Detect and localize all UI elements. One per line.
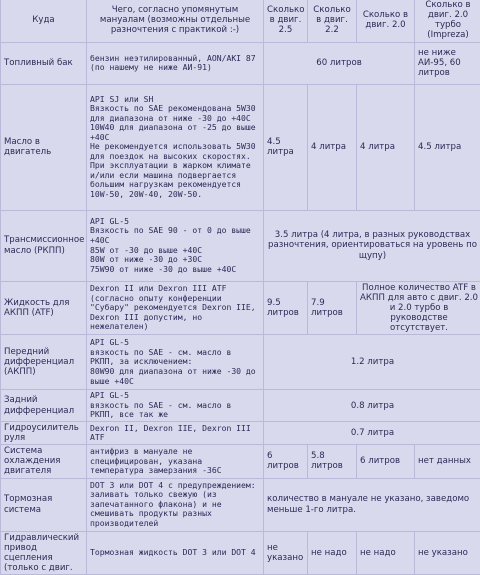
volume-20-turbo: 4.5 литра	[415, 85, 480, 210]
row-label: Гидравлический привод сцепления (только с двиг.	[1, 532, 86, 575]
row-notes: Тормозная жидкость DOT 3 или DOT 4	[87, 532, 263, 575]
row-notes: API GL-5 вязкость по SAE - см. масло в РКПП, за исключением: 80W90 для диапазона от ниже -30 до выше +40C	[87, 335, 263, 389]
header-notes: Чего, согласно упомянутым мануалам (возможны отдельные разночтения с практикой :-)	[87, 0, 263, 42]
volume-22: не надо	[308, 532, 356, 575]
row-label: Масло в двигатель	[1, 85, 86, 210]
volume-20: не надо	[357, 532, 414, 575]
row-label: Задний дифференциал	[1, 390, 86, 421]
table-row	[1, 85, 480, 210]
row-notes: антифриз в мануале не специфицирован, указана температура замерзания -36C	[87, 445, 263, 477]
shared-volume: 60 литров	[264, 43, 414, 84]
shared-volume: Полное количество ATF в АКПП для авто с двиг. 2.0 и 2.0 турбо в руководстве отсутствует.	[357, 282, 480, 335]
row-label: Жидкость для АКПП (ATF)	[1, 282, 86, 335]
table-row	[1, 282, 480, 335]
row-notes: API SJ или SH Вязкость по SAE рекомендована 5W30 для диапазона от ниже -30 до +40C 10W40 для диапазона от -25 до выше +40C Не рекомендуется использовать 5W30 для поездок на высоких скоростях. При эксплуатации в жарком климате и/или если машина подвергается большим нагрузкам рекомендуется 10W-50, 20W-40, 20W-50.	[87, 85, 263, 210]
volume-25: 9.5 литров	[264, 282, 307, 335]
header-engine-22: Сколько в двиг. 2.2	[308, 0, 356, 42]
volume-25: 6 литров	[264, 445, 307, 477]
volume-22: 7.9 литров	[308, 282, 356, 335]
shared-volume: 3.5 литра (4 литра, в разных руководствах разночтения, ориентироваться на уровень по щупу)	[264, 211, 480, 281]
header-engine-20-turbo: Сколько в двиг. 2.0 турбо (Impreza)	[415, 0, 480, 42]
volume-22: 5.8 литров	[308, 445, 356, 477]
shared-volume: 0.8 литра	[264, 390, 480, 421]
table-row	[1, 532, 480, 575]
volume-20-turbo: не ниже АИ-95, 60 литров	[415, 43, 480, 84]
volume-20-turbo: нет данных	[415, 445, 480, 477]
table-row	[1, 390, 480, 421]
shared-volume: количество в мануале не указано, заведомо меньше 1-го литра.	[264, 479, 480, 531]
table-row	[1, 445, 480, 477]
row-label: Трансмиссионное масло (РКПП)	[1, 211, 86, 281]
row-label: Гидроусилитель руля	[1, 422, 86, 444]
row-notes: Dexron II, Dexron IIE, Dexron III ATF	[87, 422, 263, 444]
volume-25: 4.5 литра	[264, 85, 307, 210]
row-label: Передний дифференциал (АКПП)	[1, 335, 86, 389]
volume-25: не указано	[264, 532, 307, 575]
row-notes: API GL-5 Вязкость по SAE 90 - от 0 до выше +40C 85W от -30 до выше +40C 80W от ниже -30 до +30C 75W90 от ниже -30 до выше +40C	[87, 211, 263, 281]
volume-22: 4 литра	[308, 85, 356, 210]
shared-volume: 1.2 литра	[264, 335, 480, 389]
volume-20: 6 литров	[357, 445, 414, 477]
table-row	[1, 335, 480, 389]
row-label: Тормозная система	[1, 479, 86, 531]
row-notes: Dexron II или Dexron III ATF (согласно опыту конференции "Субару" рекомендуется Dexron IIE, Dexron III допустим, но нежелателен)	[87, 282, 263, 335]
row-label: Система охлаждения двигателя	[1, 445, 86, 477]
header-engine-25: Сколько в двиг. 2.5	[264, 0, 307, 42]
row-notes: бензин неэтилированный, AON/AKI 87 (по нашему не ниже АИ-91)	[87, 43, 263, 84]
header-engine-20: Сколько в двиг. 2.0	[357, 0, 414, 42]
table-row	[1, 479, 480, 531]
volume-20: 4 литра	[357, 85, 414, 210]
row-notes: API GL-5 вязкость по SAE - см. масло в РКПП, все так же	[87, 390, 263, 421]
volume-20-turbo: не указано	[415, 532, 480, 575]
row-label: Топливный бак	[1, 43, 86, 84]
shared-volume: 0.7 литра	[264, 422, 480, 444]
header-where: Куда	[1, 0, 86, 42]
table-row	[1, 43, 480, 84]
header-row	[1, 0, 480, 42]
row-notes: DOT 3 или DOT 4 с предупреждением: заливать только свежую (из запечатанного флакона) и не смешивать продукты разных производителей	[87, 479, 263, 531]
table-row	[1, 422, 480, 444]
table-row	[1, 211, 480, 281]
